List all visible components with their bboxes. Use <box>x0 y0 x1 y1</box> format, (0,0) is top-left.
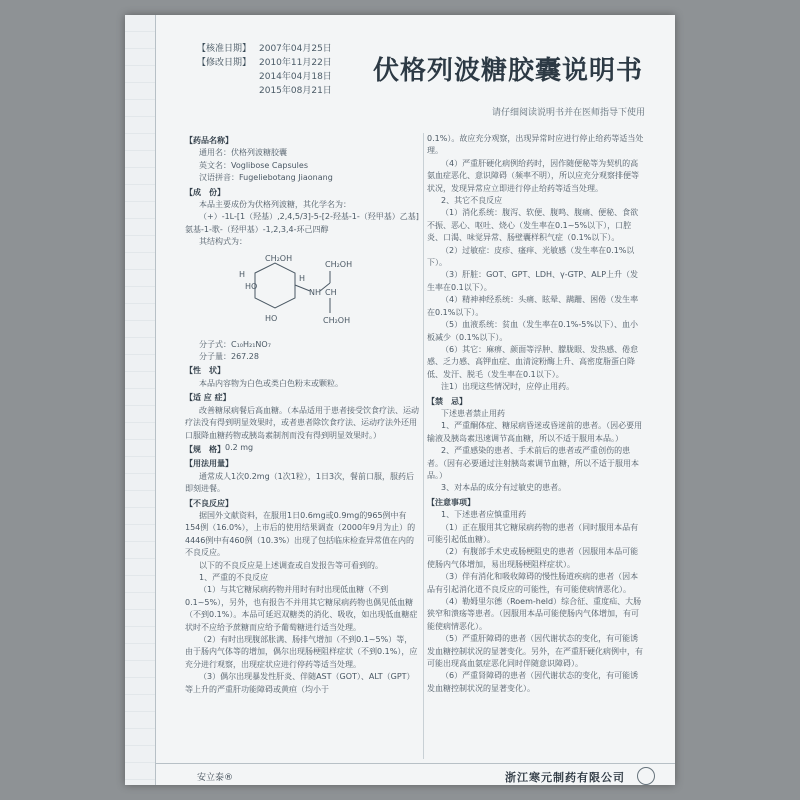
paragraph: （6）严重肾障碍的患者（因代谢状态的变化，有可能诱发血糖控制状况的显著变化）。 <box>427 671 639 693</box>
paragraph: （4）精神神经系统：头痛、眩晕、蹒跚、困倦（发生率在0.1%以下）。 <box>427 295 639 317</box>
column-divider <box>423 133 424 759</box>
footer <box>155 763 675 786</box>
revision-date: 2014年04月18日 <box>259 72 332 82</box>
right-column <box>427 133 645 695</box>
brand-name: 安立泰® <box>197 773 234 783</box>
paragraph: （2）有时出现腹部胀满、肠排气增加（不到0.1~5%）等，由于肠内气体等的增加，偶尔出现肠梗阻样症状（不到0.1%），应充分进行观察，出现症状应进行停药等适当处理。 <box>185 635 418 669</box>
svg-text:CH: CH <box>325 287 337 297</box>
english-name: 英文名：Voglibose Capsules <box>199 160 308 170</box>
paragraph: 本品主要成份为伏格列波糖，其化学名为： <box>199 200 351 210</box>
revision-date: 2015年08月21日 <box>259 86 332 96</box>
section-title: 【药品名称】 <box>185 136 233 145</box>
svg-text:HO: HO <box>245 281 258 291</box>
revision-date: 2010年11月22日 <box>259 58 332 68</box>
chemical-name: （+）-1L-[1（羟基）,2,4,5/3]-5-[2-羟基-1-（羟甲基）乙基]氨基-1-歌-（羟甲基）-1,2,3,4-环己四醇 <box>185 212 419 234</box>
paragraph: 0.1%）。故应充分观察，出现异常时应进行停止给药等适当处理。 <box>427 134 644 156</box>
paragraph: （6）其它：麻痹、颜面等浮肿、朦胧眼、发热感、倦怠感、乏力感、高钾血症、血清淀粉酶上升、高密度脂蛋白降低、发汗、脱毛（发生率在0.1以下）。 <box>427 344 639 379</box>
svg-text:CH₂OH: CH₂OH <box>325 259 353 269</box>
paragraph: （3）伴有消化和吸收障碍的慢性肠道疾病的患者（因本品有引起消化道不良反应的可能性，有可能使病情恶化）。 <box>427 572 639 594</box>
subsection-title: 2、其它不良反应 <box>441 196 503 206</box>
section-title: 【性 状】 <box>185 366 225 376</box>
section-title: 【适 应 症】 <box>185 393 231 403</box>
svg-text:H: H <box>299 273 306 283</box>
paragraph: （2）有腹部手术史或肠梗阻史的患者（因服用本品可能使肠内气体增加，易出现肠梗阻样症状）。 <box>427 547 639 569</box>
paragraph: （4）严重肝硬化病例给药时，因作随便秘等为契机的高氨血症恶化、意识障碍（频率不明），所以应充分观察排便等状况，发现异常应立即进行停止给药等适当处理。 <box>427 158 639 193</box>
paragraph: （1）消化系统：腹泻、软便、腹鸣、腹痛、便秘、食欲不振、恶心、呕吐、烧心（发生率在0.1~5%以下），口腔炎、口渴、味觉异常、肠壁囊样积气症（0.1%以下）。 <box>427 208 639 243</box>
section-title: 【成 份】 <box>185 187 225 197</box>
svg-text:H: H <box>239 269 246 279</box>
paragraph: （3）肝脏：GOT、GPT、LDH、γ-GTP、ALP上升（发生率在0.1以下）。 <box>427 270 639 292</box>
section-title: 【注意事项】 <box>427 497 475 507</box>
paragraph: （1）与其它糖尿病药物并用时有时出现低血糖（不到0.1~5%），另外，也有报告不并用其它糖尿病药物也偶见低血糖（不到0.1%）。本品可延迟双糖类的消化、吸收，如出现低血糖症状时不应给予蔗糖而应给予葡萄糖进行适当处理。 <box>185 585 418 632</box>
paragraph: （2）过敏症：皮疹、瘙痒、光敏感（发生率在0.1%以下）。 <box>427 245 635 268</box>
company-name: 浙江寒元制药有限公司 <box>505 771 625 784</box>
company-logo-icon <box>637 767 655 785</box>
document-title: 伏格列波糖胶囊说明书 <box>373 56 644 86</box>
section-title: 【不良反应】 <box>185 498 233 508</box>
svg-text:CH₂OH: CH₂OH <box>323 315 351 325</box>
revision-label: 【修改日期】 <box>197 58 252 68</box>
paragraph: （1）正在服用其它糖尿病药物的患者（同时服用本品有可能引起低血糖）。 <box>427 522 639 544</box>
paragraph: （4）勒姆里尔德（Roem-held）综合征、重度疝、大肠狭窄和溃疡等患者。（因服用本品可能使肠内气体增加，有可能使病情恶化）。 <box>427 597 642 631</box>
section-title: 【用法用量】 <box>185 459 233 469</box>
structural-formula <box>225 253 420 333</box>
paragraph: 3、对本品的成分有过敏史的患者。 <box>441 483 567 493</box>
subsection-title: 1、严重的不良反应 <box>199 572 269 582</box>
section-title: 【禁 忌】 <box>427 396 467 406</box>
paragraph: （5）血液系统：贫血（发生率在0.1%-5%以下）、血小板减少（0.1%以下）。 <box>427 320 638 342</box>
paragraph: 据国外文献资料，在服用1日0.6mg或0.9mg的965例中有154例（16.0%），上市后的使用结果调查（2000年9月为止）的4446例中有460例（10.3%）出现了包括临床检查异常值在内的不良反应。 <box>185 510 416 558</box>
document-subtitle: 请仔细阅读说明书并在医师指导下使用 <box>491 108 645 118</box>
paragraph: 注1）出现这些情况时，应停止用药。 <box>441 382 575 392</box>
subsection-title: 1、下述患者应慎重用药 <box>441 510 527 520</box>
document-sheet <box>125 15 675 785</box>
date-block <box>197 42 332 98</box>
generic-name: 通用名：伏格列波糖胶囊 <box>199 148 287 158</box>
paragraph: 下述患者禁止用药 <box>441 408 505 418</box>
paragraph: 以下的不良反应是上述调查或自发报告等可看到的。 <box>199 560 383 570</box>
section-title: 【规 格】 <box>185 444 225 454</box>
molecular-formula: 分子式：C₁₀H₂₁NO₇ <box>199 339 271 349</box>
pinyin-name: 汉语拼音：Fugeliebotang Jiaonang <box>199 173 333 183</box>
paragraph: （3）偶尔出现暴发性肝炎、伴随AST（GOT）、ALT（GPT）等上升的严重肝功能障碍或黄疸（均小于 <box>185 672 415 694</box>
paragraph: 改善糖尿病餐后高血糖。（本品适用于患者接受饮食疗法、运动疗法没有得到明显效果时，或者患者除饮食疗法、运动疗法外还用口服降血糖药物或胰岛素制剂而没有得到明显效果时。） <box>185 405 419 440</box>
svg-text:HO: HO <box>265 313 278 323</box>
left-column <box>185 133 420 696</box>
paragraph: 2、严重感染的患者、手术前后的患者或严重创伤的患者。（因有必要通过注射胰岛素调节血糖，所以不适于服用本品。） <box>427 446 639 480</box>
paragraph: 通常成人1次0.2mg（1次1粒），1日3次，餐前口服，服药后即刻进餐。 <box>185 471 415 494</box>
approval-label: 【核准日期】 <box>197 44 252 54</box>
svg-text:NH: NH <box>309 287 321 297</box>
paragraph: 本品内容物为白色或类白色粉末或颗粒。 <box>199 378 343 388</box>
svg-text:CH₂OH: CH₂OH <box>265 253 293 263</box>
spec-value: 0.2 mg <box>225 442 254 452</box>
paragraph: （5）严重肝障碍的患者（因代谢状态的变化，有可能诱发血糖控制状况的显著变化。另外，在严重肝硬化病例中，有可能出现高血氨症恶化同时伴随意识障碍）。 <box>427 634 643 669</box>
structure-diagram <box>225 253 365 333</box>
approval-date: 2007年04月25日 <box>259 44 332 54</box>
structure-label: 其结构式为： <box>199 237 247 247</box>
security-strip <box>125 15 156 785</box>
paragraph: 1、严重酮体症、糖尿病昏迷或昏迷前的患者。（因必要用输液及胰岛素迅速调节高血糖，所以不适于服用本品。） <box>427 421 643 443</box>
molecular-weight: 分子量：267.28 <box>199 352 259 362</box>
